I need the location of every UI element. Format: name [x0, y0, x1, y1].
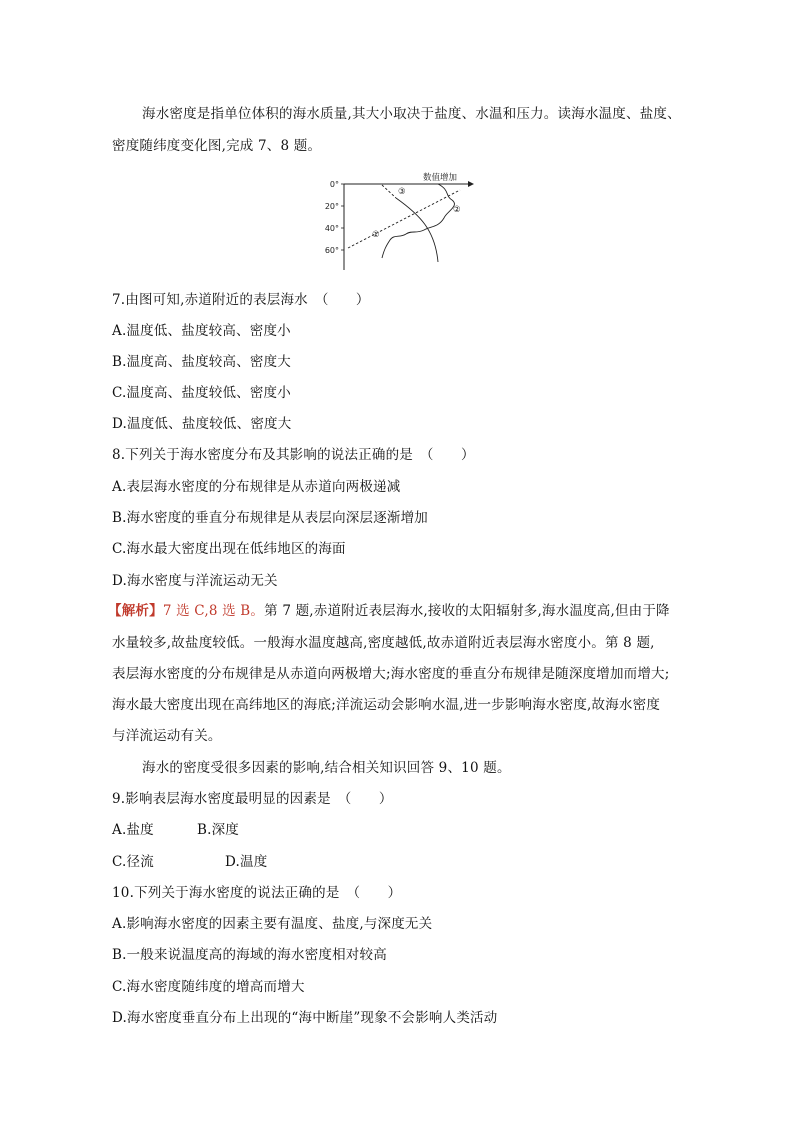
intro-paragraph-2: 海水的密度受很多因素的影响,结合相关知识回答 9、10 题。 [142, 760, 511, 776]
q9-option-d: D.温度 [225, 854, 268, 870]
q7-option-a: A.温度低、盐度较高、密度小 [112, 323, 291, 339]
analysis-line3: 表层海水密度的分布规律是从赤道向两极增大;海水密度的垂直分布规律是随深度增加而增大; [112, 666, 670, 682]
tick-label-40: 40° [324, 224, 339, 233]
tick-label-20: 20° [324, 202, 339, 211]
q9-option-c: C.径流 [112, 854, 154, 870]
q7-option-b: B.温度高、盐度较高、密度大 [112, 354, 292, 370]
q8-option-b: B.海水密度的垂直分布规律是从表层向深层逐渐增加 [112, 510, 429, 526]
q9-option-a: A.盐度 [112, 822, 154, 838]
tick-label-0: 0° [329, 180, 339, 189]
q8-option-d: D.海水密度与洋流运动无关 [112, 573, 278, 589]
q8-option-a: A.表层海水密度的分布规律是从赤道向两极递减 [112, 479, 401, 495]
analysis-line1-rest: 第 7 题,赤道附近表层海水,接收的太阳辐射多,海水温度高,但由于降 [264, 603, 670, 619]
top-axis-arrow [468, 181, 474, 187]
analysis-line4: 海水最大密度出现在高纬地区的海底;洋流运动会影响水温,进一步影响海水密度,故海水密度 [112, 697, 661, 713]
q10-option-d: D.海水密度垂直分布上出现的“海中断崖”现象不会影响人类活动 [112, 1010, 498, 1026]
analysis-tag: 【解析】 [108, 603, 163, 619]
curve-1-label: ① [372, 230, 380, 240]
q10-option-a: A.影响海水密度的因素主要有温度、盐度,与深度无关 [112, 916, 433, 932]
q9-stem: 9.影响表层海水密度最明显的因素是 （ ） [112, 791, 393, 807]
q10-option-b: B.一般来说温度高的海域的海水密度相对较高 [112, 947, 387, 963]
curve-3-label: ③ [398, 187, 406, 197]
latitude-figure-svg [320, 170, 480, 270]
curve-3-solid [396, 198, 438, 262]
analysis-line1 [108, 601, 670, 621]
latitude-variation-figure [320, 170, 480, 270]
q10-option-c: C.海水密度随纬度的增高而增大 [112, 979, 305, 995]
curve-3-dashed [382, 185, 396, 198]
q7-stem: 7.由图可知,赤道附近的表层海水 （ ） [112, 292, 370, 308]
intro-paragraph-line2: 密度随纬度变化图,完成 7、8 题。 [112, 138, 322, 154]
analysis-answer: 7 选 C,8 选 B。 [162, 603, 265, 619]
curve-2-label: ② [453, 205, 461, 215]
axis-label: 数值增加 [423, 173, 458, 183]
tick-label-60: 60° [324, 246, 339, 255]
intro-paragraph-line1: 海水密度是指单位体积的海水质量,其大小取决于盐度、水温和压力。读海水温度、盐度、 [142, 106, 681, 122]
analysis-line5: 与洋流运动有关。 [112, 728, 222, 744]
q9-option-b: B.深度 [197, 822, 240, 838]
analysis-line2: 水量较多,故盐度较低。一般海水温度越高,密度越低,故赤道附近表层海水密度小。第 8 题, [112, 635, 655, 651]
q10-stem: 10.下列关于海水密度的说法正确的是 （ ） [112, 885, 402, 901]
q8-option-c: C.海水最大密度出现在低纬地区的海面 [112, 541, 346, 557]
q7-option-c: C.温度高、盐度较低、密度小 [112, 385, 291, 401]
q8-stem: 8.下列关于海水密度分布及其影响的说法正确的是 （ ） [112, 447, 475, 463]
q7-option-d: D.温度低、盐度较低、密度大 [112, 416, 292, 432]
